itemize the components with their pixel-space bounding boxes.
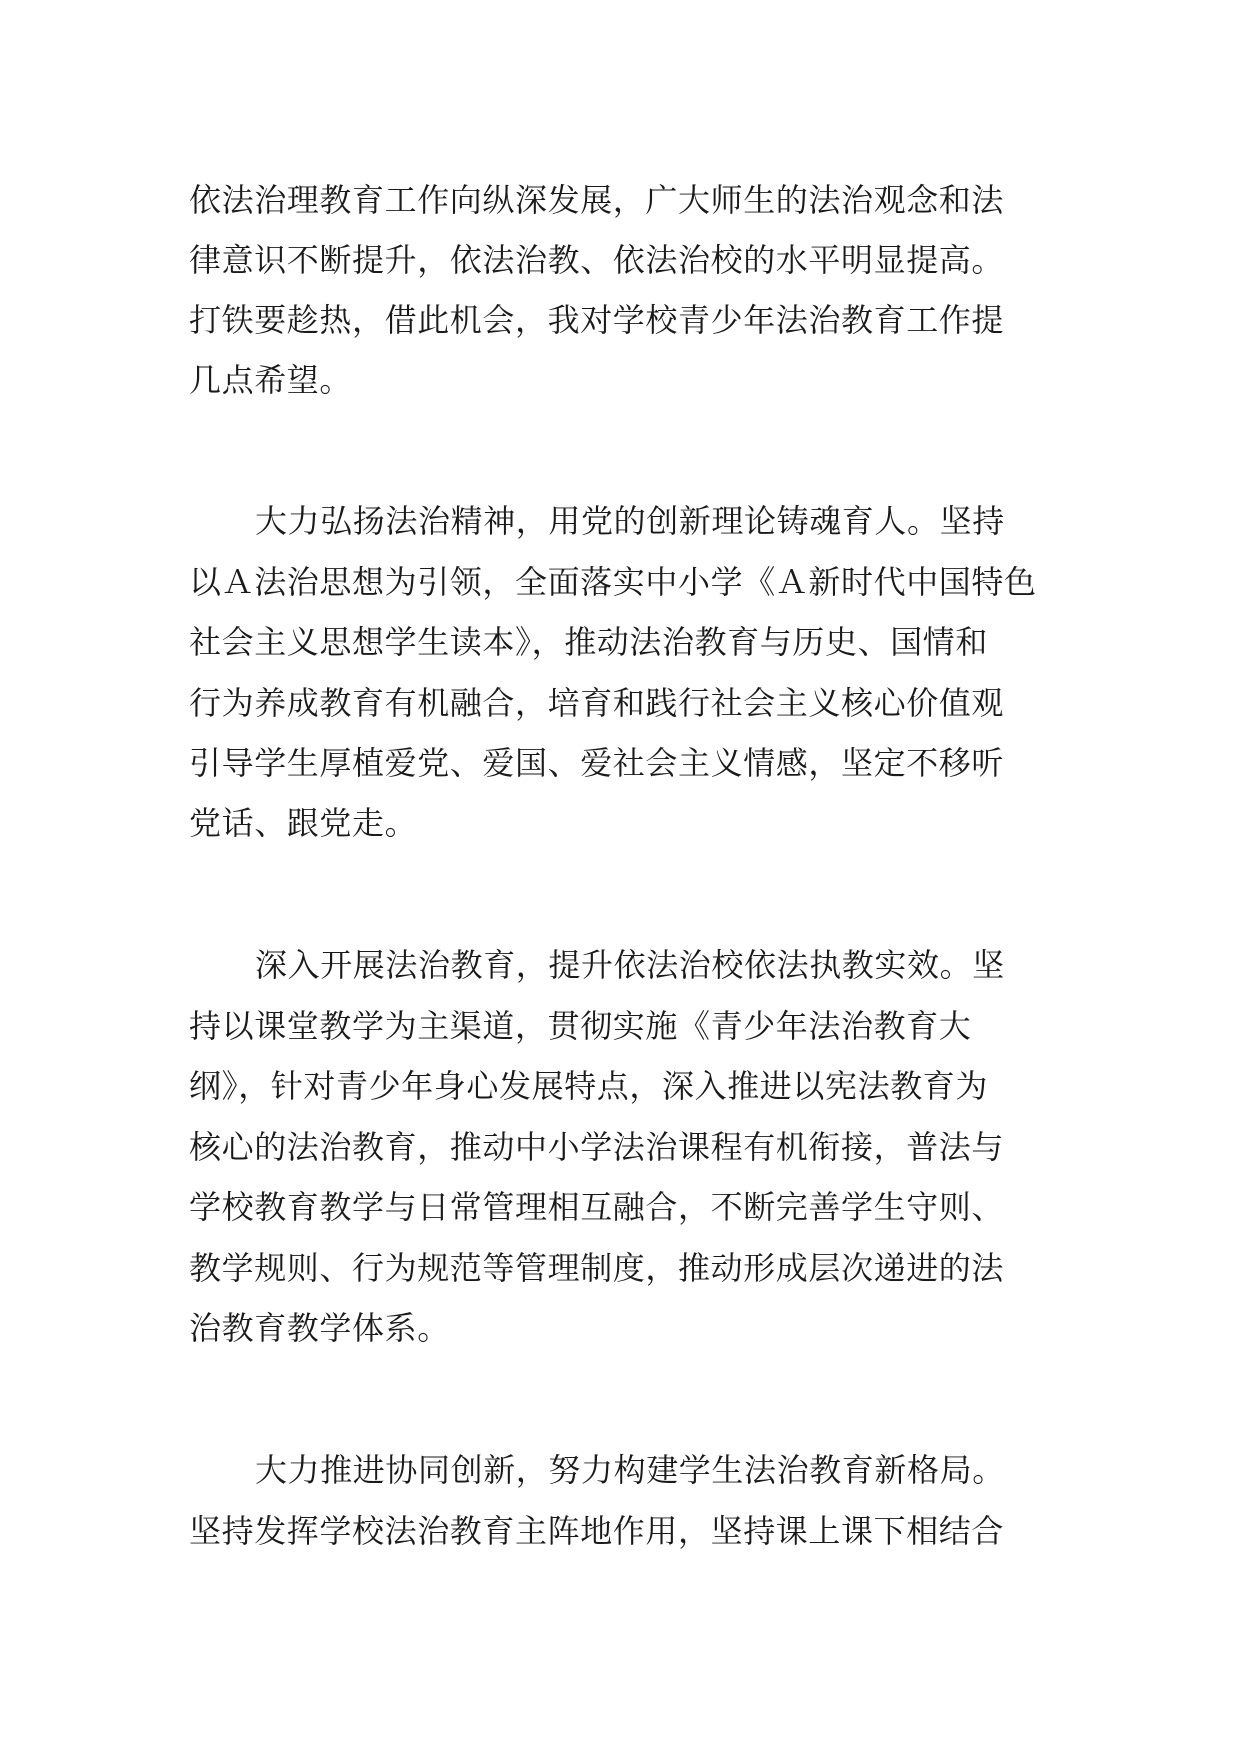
text-line: 依法治理教育工作向纵深发展，广大师生的法治观念和法 (189, 181, 1005, 219)
text-line: 核心的法治教育，推动中小学法治课程有机衔接，普法与 (189, 1128, 1005, 1166)
text-line: 坚持发挥学校法治教育主阵地作用，坚持课上课下相结合 (189, 1512, 1005, 1550)
text-line: 治教育教学体系。 (189, 1309, 450, 1347)
text-line: 党话、跟党走。 (189, 804, 418, 842)
text-line: 引导学生厚植爱党、爱国、爱社会主义情感，坚定不移听 (189, 744, 1005, 782)
text-line: 行为养成教育有机融合，培育和践行社会主义核心价值观 (189, 684, 1005, 722)
text-line: 深入开展法治教育，提升依法治校依法执教实效。坚 (255, 946, 1005, 984)
text-line: 大力推进协同创新，努力构建学生法治教育新格局。 (255, 1451, 1005, 1489)
text-line: 社会主义思想学生读本》，推动法治教育与历史、国情和 (189, 623, 989, 661)
text-line: 大力弘扬法治精神，用党的创新理论铸魂育人。坚持 (255, 502, 1005, 540)
text-line: 律意识不断提升，依法治教、依法治校的水平明显提高。 (189, 241, 1005, 279)
text-line: 打铁要趁热，借此机会，我对学校青少年法治教育工作提 (189, 301, 1005, 339)
text-line: 几点希望。 (189, 361, 353, 399)
text-line: 学校教育教学与日常管理相互融合，不断完善学生守则、 (189, 1188, 1005, 1226)
text-line: 教学规则、行为规范等管理制度，推动形成层次递进的法 (189, 1249, 1005, 1287)
text-line: 以Ａ法治思想为引领，全面落实中小学《Ａ新时代中国特色 (189, 563, 1037, 601)
text-line: 纲》，针对青少年身心发展特点，深入推进以宪法教育为 (189, 1067, 989, 1105)
text-line: 持以课堂教学为主渠道，贯彻实施《青少年法治教育大 (189, 1007, 972, 1045)
